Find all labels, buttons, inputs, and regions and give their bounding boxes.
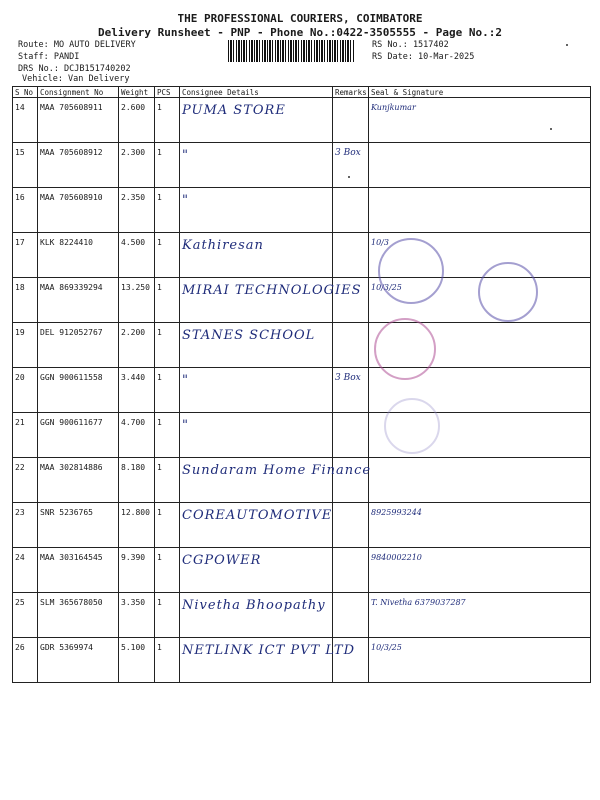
- table-row: [13, 413, 591, 458]
- row-consignment: MAA 302814886: [38, 458, 119, 503]
- row-consignment: GGN 900611558: [38, 368, 119, 413]
- row-sno: 22: [13, 458, 38, 503]
- row-consignee: Sundaram Home Finance: [180, 458, 333, 503]
- scan-speck: [348, 176, 350, 178]
- row-weight: 2.300: [119, 143, 155, 188]
- col-sno: S No: [13, 87, 38, 98]
- barcode-image: [228, 40, 354, 62]
- col-pcs: PCS: [155, 87, 180, 98]
- row-pcs: 1: [155, 188, 180, 233]
- row-pcs: 1: [155, 593, 180, 638]
- row-signature: 10/3: [369, 233, 591, 278]
- row-weight: 8.180: [119, 458, 155, 503]
- row-consignee: ": [180, 413, 333, 458]
- table-row: [13, 323, 591, 368]
- runsheet-subtitle: Delivery Runsheet - PNP - Phone No.:0422-3505555 - Page No.:2: [98, 26, 502, 39]
- row-signature: 9840002210: [369, 548, 591, 593]
- col-consignment: Consignment No: [38, 87, 119, 98]
- row-signature: T. Nivetha 6379037287: [369, 593, 591, 638]
- company-seal-stamp: [378, 238, 444, 304]
- table-row: [13, 503, 591, 548]
- row-consignment: MAA 705608911: [38, 98, 119, 143]
- row-pcs: 1: [155, 413, 180, 458]
- company-seal-stamp: [478, 262, 538, 322]
- row-weight: 2.350: [119, 188, 155, 233]
- row-consignment: GDR 5369974: [38, 638, 119, 683]
- row-pcs: 1: [155, 233, 180, 278]
- row-consignee: STANES SCHOOL: [180, 323, 333, 368]
- row-weight: 4.700: [119, 413, 155, 458]
- col-signature: Seal & Signature: [369, 87, 591, 98]
- row-weight: 2.200: [119, 323, 155, 368]
- row-weight: 9.390: [119, 548, 155, 593]
- row-remarks: [333, 593, 369, 638]
- rs-number: RS No.: 1517402: [372, 40, 449, 50]
- col-consignee: Consignee Details: [180, 87, 333, 98]
- row-sno: 23: [13, 503, 38, 548]
- row-signature: 8925993244: [369, 503, 591, 548]
- row-weight: 3.440: [119, 368, 155, 413]
- table-row: [13, 548, 591, 593]
- row-pcs: 1: [155, 278, 180, 323]
- row-consignment: KLK 8224410: [38, 233, 119, 278]
- vehicle-label: Vehicle: Van Delivery: [22, 74, 130, 84]
- row-consignee: COREAUTOMOTIVE: [180, 503, 333, 548]
- row-pcs: 1: [155, 458, 180, 503]
- row-consignee: CGPOWER: [180, 548, 333, 593]
- row-remarks: [333, 233, 369, 278]
- row-consignment: MAA 705608910: [38, 188, 119, 233]
- col-remarks: Remarks: [333, 87, 369, 98]
- row-weight: 13.250: [119, 278, 155, 323]
- row-signature: 10/3/25: [369, 278, 591, 323]
- row-consignment: SLM 365678050: [38, 593, 119, 638]
- row-pcs: 1: [155, 548, 180, 593]
- row-sno: 26: [13, 638, 38, 683]
- row-consignee: MIRAI TECHNOLOGIES: [180, 278, 333, 323]
- rs-date: RS Date: 10-Mar-2025: [372, 52, 475, 62]
- row-consignee: PUMA STORE: [180, 98, 333, 143]
- row-sno: 21: [13, 413, 38, 458]
- scan-speck: [566, 44, 568, 46]
- table-row: [13, 98, 591, 143]
- row-weight: 12.800: [119, 503, 155, 548]
- row-remarks: 3 Box: [333, 143, 369, 188]
- company-title: THE PROFESSIONAL COURIERS, COIMBATORE: [177, 12, 423, 25]
- row-signature: [369, 458, 591, 503]
- row-pcs: 1: [155, 143, 180, 188]
- row-weight: 4.500: [119, 233, 155, 278]
- row-sno: 25: [13, 593, 38, 638]
- row-consignment: MAA 303164545: [38, 548, 119, 593]
- route-label: Route: MO AUTO DELIVERY: [18, 40, 136, 50]
- runsheet-table: [12, 86, 591, 683]
- row-remarks: [333, 548, 369, 593]
- table-header-row: [13, 87, 591, 98]
- row-sno: 19: [13, 323, 38, 368]
- faint-seal-stamp: [384, 398, 440, 454]
- row-pcs: 1: [155, 503, 180, 548]
- row-sno: 14: [13, 98, 38, 143]
- row-remarks: [333, 503, 369, 548]
- row-remarks: [333, 188, 369, 233]
- row-consignment: SNR 5236765: [38, 503, 119, 548]
- row-weight: 5.100: [119, 638, 155, 683]
- scan-speck: [550, 128, 552, 130]
- row-pcs: 1: [155, 98, 180, 143]
- drs-number: DRS No.: DCJB151740202: [18, 64, 131, 74]
- row-sno: 16: [13, 188, 38, 233]
- row-remarks: 3 Box: [333, 368, 369, 413]
- school-seal-stamp: [374, 318, 436, 380]
- table-row: [13, 638, 591, 683]
- row-signature: Kunjkumar: [369, 98, 591, 143]
- row-sno: 17: [13, 233, 38, 278]
- row-pcs: 1: [155, 638, 180, 683]
- table-row: [13, 593, 591, 638]
- row-signature: [369, 143, 591, 188]
- row-consignee: ": [180, 368, 333, 413]
- row-pcs: 1: [155, 323, 180, 368]
- row-consignee: Nivetha Bhoopathy: [180, 593, 333, 638]
- row-weight: 3.350: [119, 593, 155, 638]
- table-row: [13, 188, 591, 233]
- table-row: [13, 143, 591, 188]
- row-remarks: [333, 413, 369, 458]
- row-remarks: [333, 323, 369, 368]
- row-sno: 15: [13, 143, 38, 188]
- row-weight: 2.600: [119, 98, 155, 143]
- row-sno: 24: [13, 548, 38, 593]
- table-row: [13, 368, 591, 413]
- row-consignee: ": [180, 143, 333, 188]
- row-consignment: DEL 912052767: [38, 323, 119, 368]
- row-sno: 20: [13, 368, 38, 413]
- staff-label: Staff: PANDI: [18, 52, 80, 62]
- row-consignment: GGN 900611677: [38, 413, 119, 458]
- row-sno: 18: [13, 278, 38, 323]
- row-consignee: NETLINK ICT PVT LTD: [180, 638, 333, 683]
- row-signature: [369, 188, 591, 233]
- row-consignment: MAA 705608912: [38, 143, 119, 188]
- row-consignment: MAA 869339294: [38, 278, 119, 323]
- row-consignee: ": [180, 188, 333, 233]
- col-weight: Weight: [119, 87, 155, 98]
- row-consignee: Kathiresan: [180, 233, 333, 278]
- row-remarks: [333, 98, 369, 143]
- table-row: [13, 458, 591, 503]
- row-signature: 10/3/25: [369, 638, 591, 683]
- row-pcs: 1: [155, 368, 180, 413]
